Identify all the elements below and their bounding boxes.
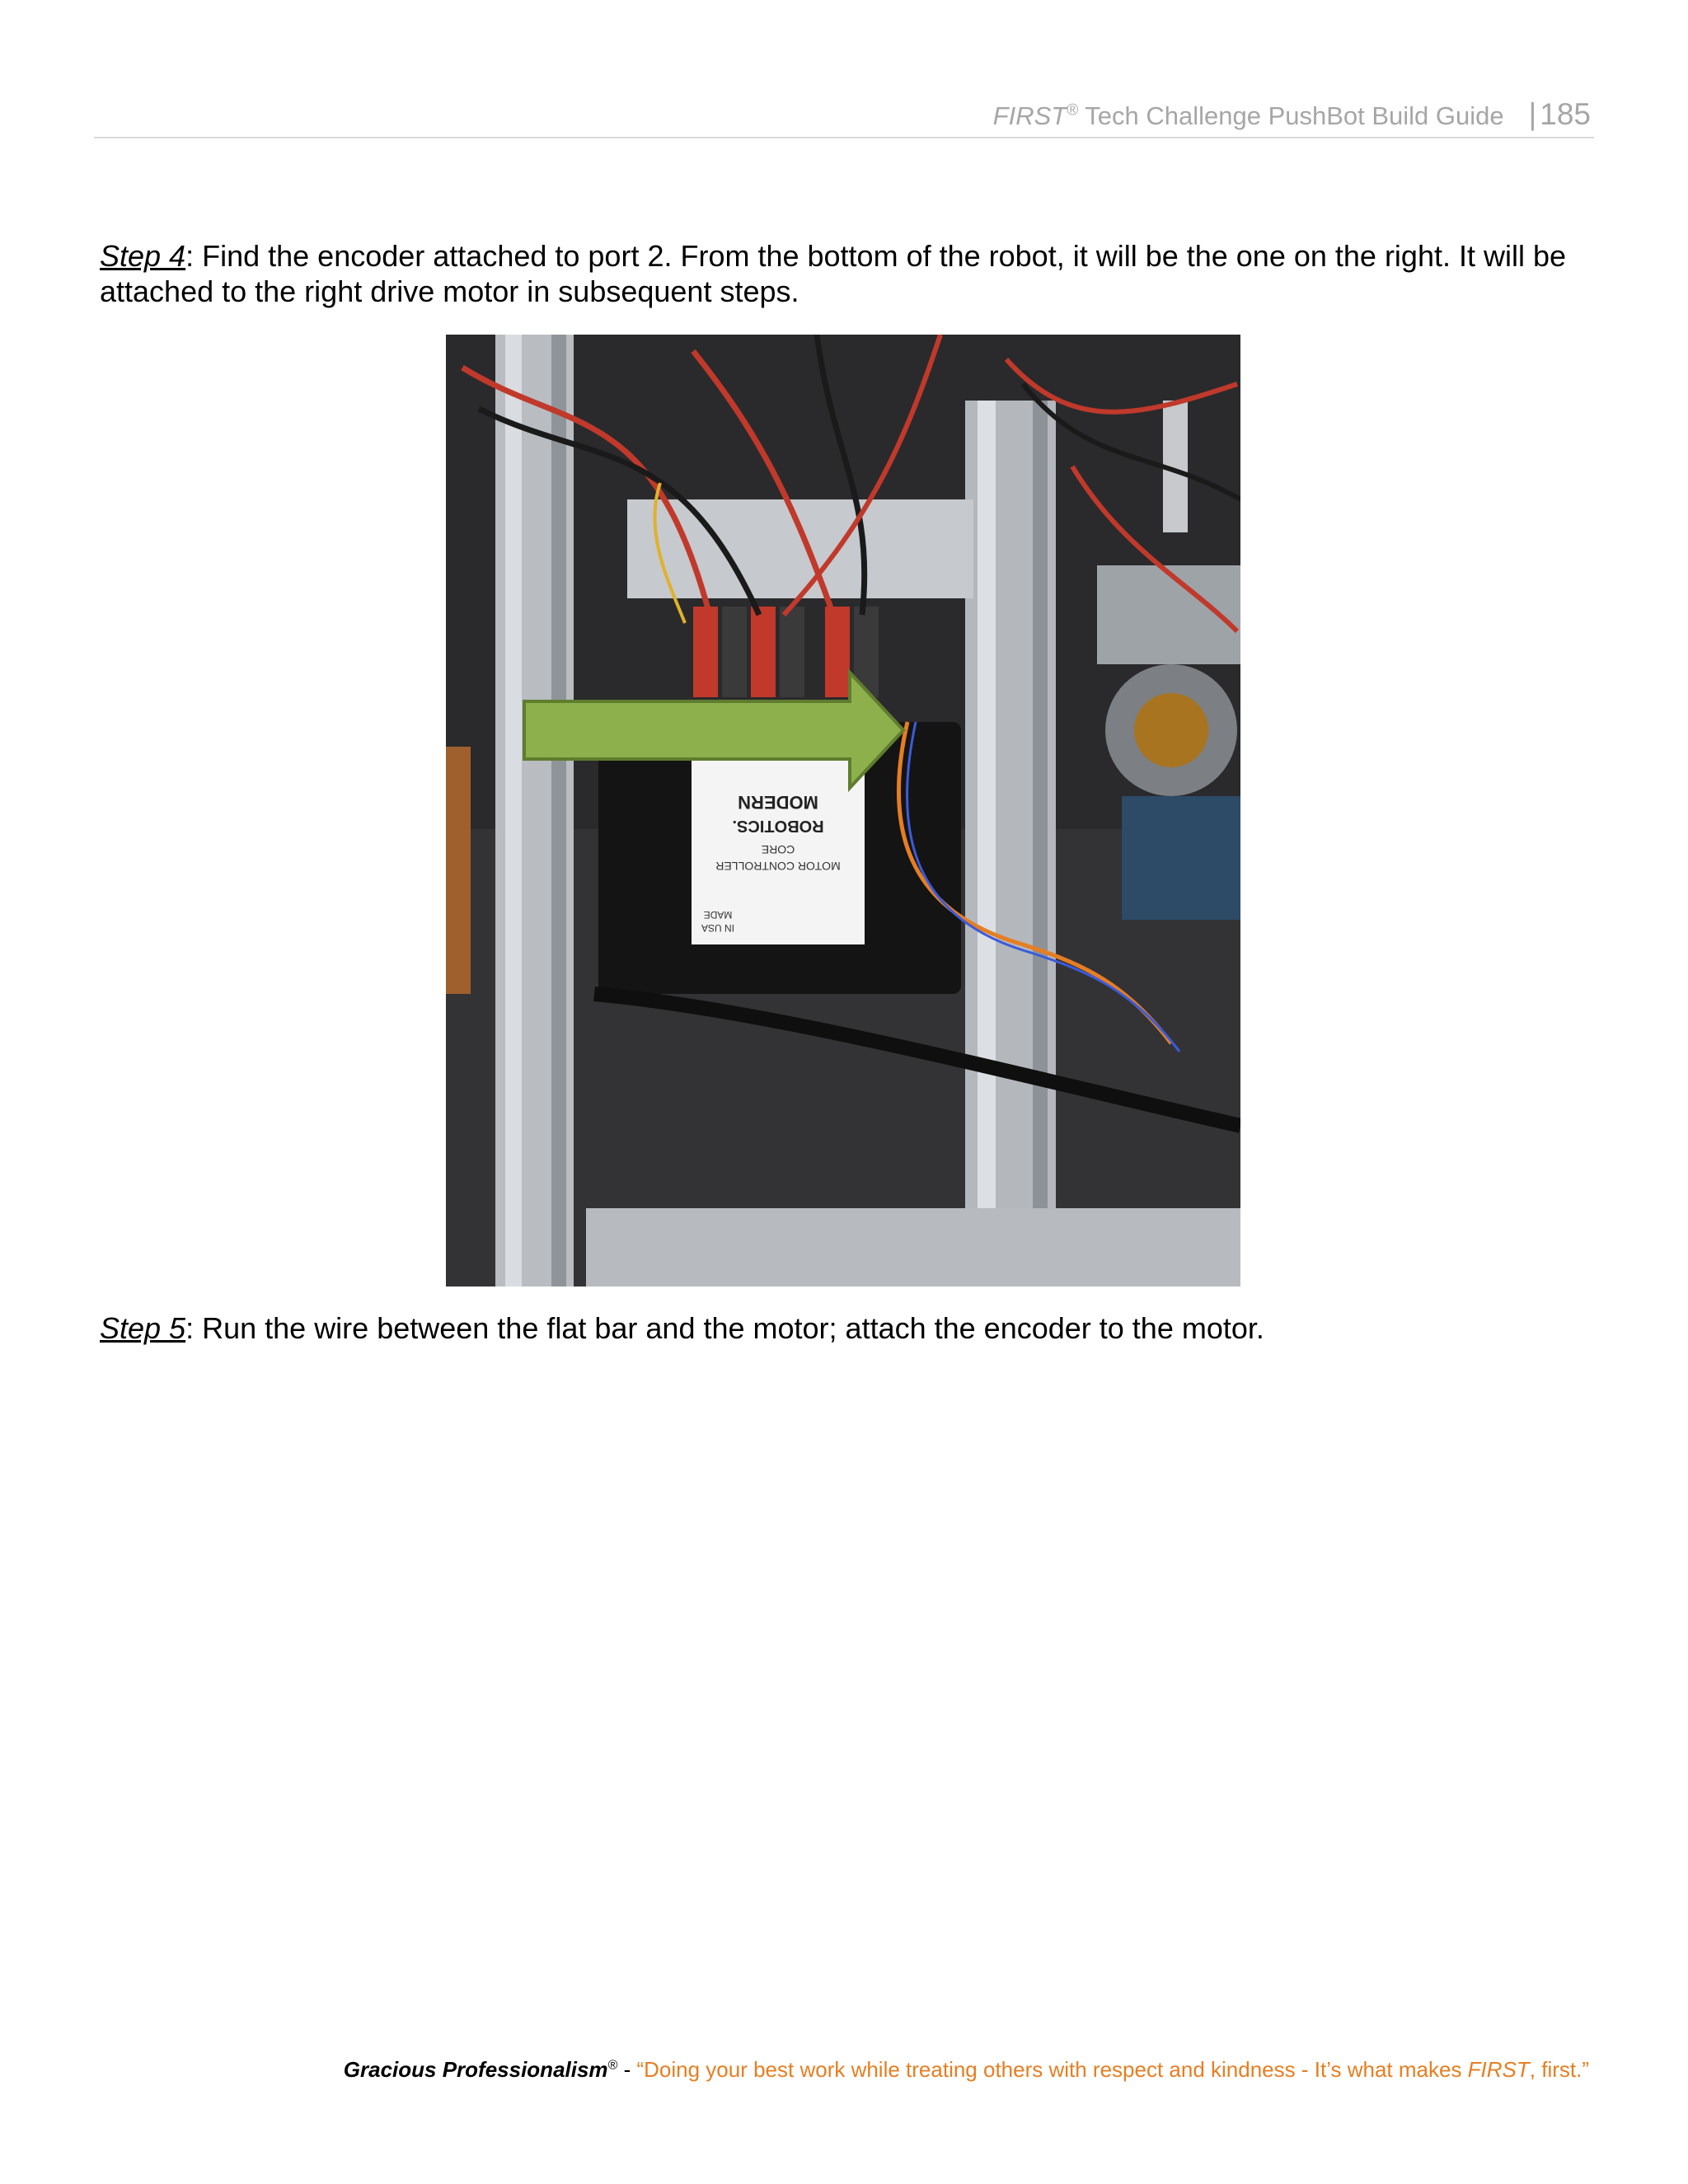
robot-photo-illustration [446,335,1240,1286]
step-4-label: Step 4 [100,239,186,273]
page-header [993,97,1591,132]
footer-dash: - [617,2057,637,2082]
header-title: Tech Challenge PushBot Build Guide [1078,101,1504,130]
robot-photo [446,335,1240,1286]
page-number: 185 [1540,97,1591,131]
footer-gp: Gracious Professionalism [343,2057,608,2082]
label-line-1: MODERN [738,792,818,813]
page-footer [344,2057,1589,2083]
step-5-label: Step 5 [100,1311,186,1345]
header-registered-mark: ® [1067,101,1079,120]
step-5-paragraph [100,1310,1589,1346]
header-rule [94,137,1594,138]
header-brand: FIRST [992,101,1067,130]
step-5-text: : Run the wire between the flat bar and the motor; attach the encoder to the motor. [185,1311,1264,1345]
label-line-6: IN USA [701,922,735,934]
header-separator: | [1528,97,1537,131]
footer-registered-mark: ® [607,2058,618,2073]
label-line-3: CORE [761,843,795,856]
label-line-2: ROBOTICS. [732,817,824,835]
footer-quote-start: “Doing your best work while treating others with respect and kindness - It’s what makes [636,2057,1468,2082]
label-line-4: MOTOR CONTROLLER [715,860,841,873]
step-4-text: : Find the encoder attached to port 2. From the bottom of the robot, it will be the one on the right. It will be attached to the right drive motor in subsequent steps. [100,239,1567,308]
step-4-paragraph [100,238,1589,309]
label-line-5: MADE [703,909,733,921]
footer-quote-first: FIRST [1467,2057,1530,2082]
footer-quote-end: , first.” [1529,2057,1589,2082]
